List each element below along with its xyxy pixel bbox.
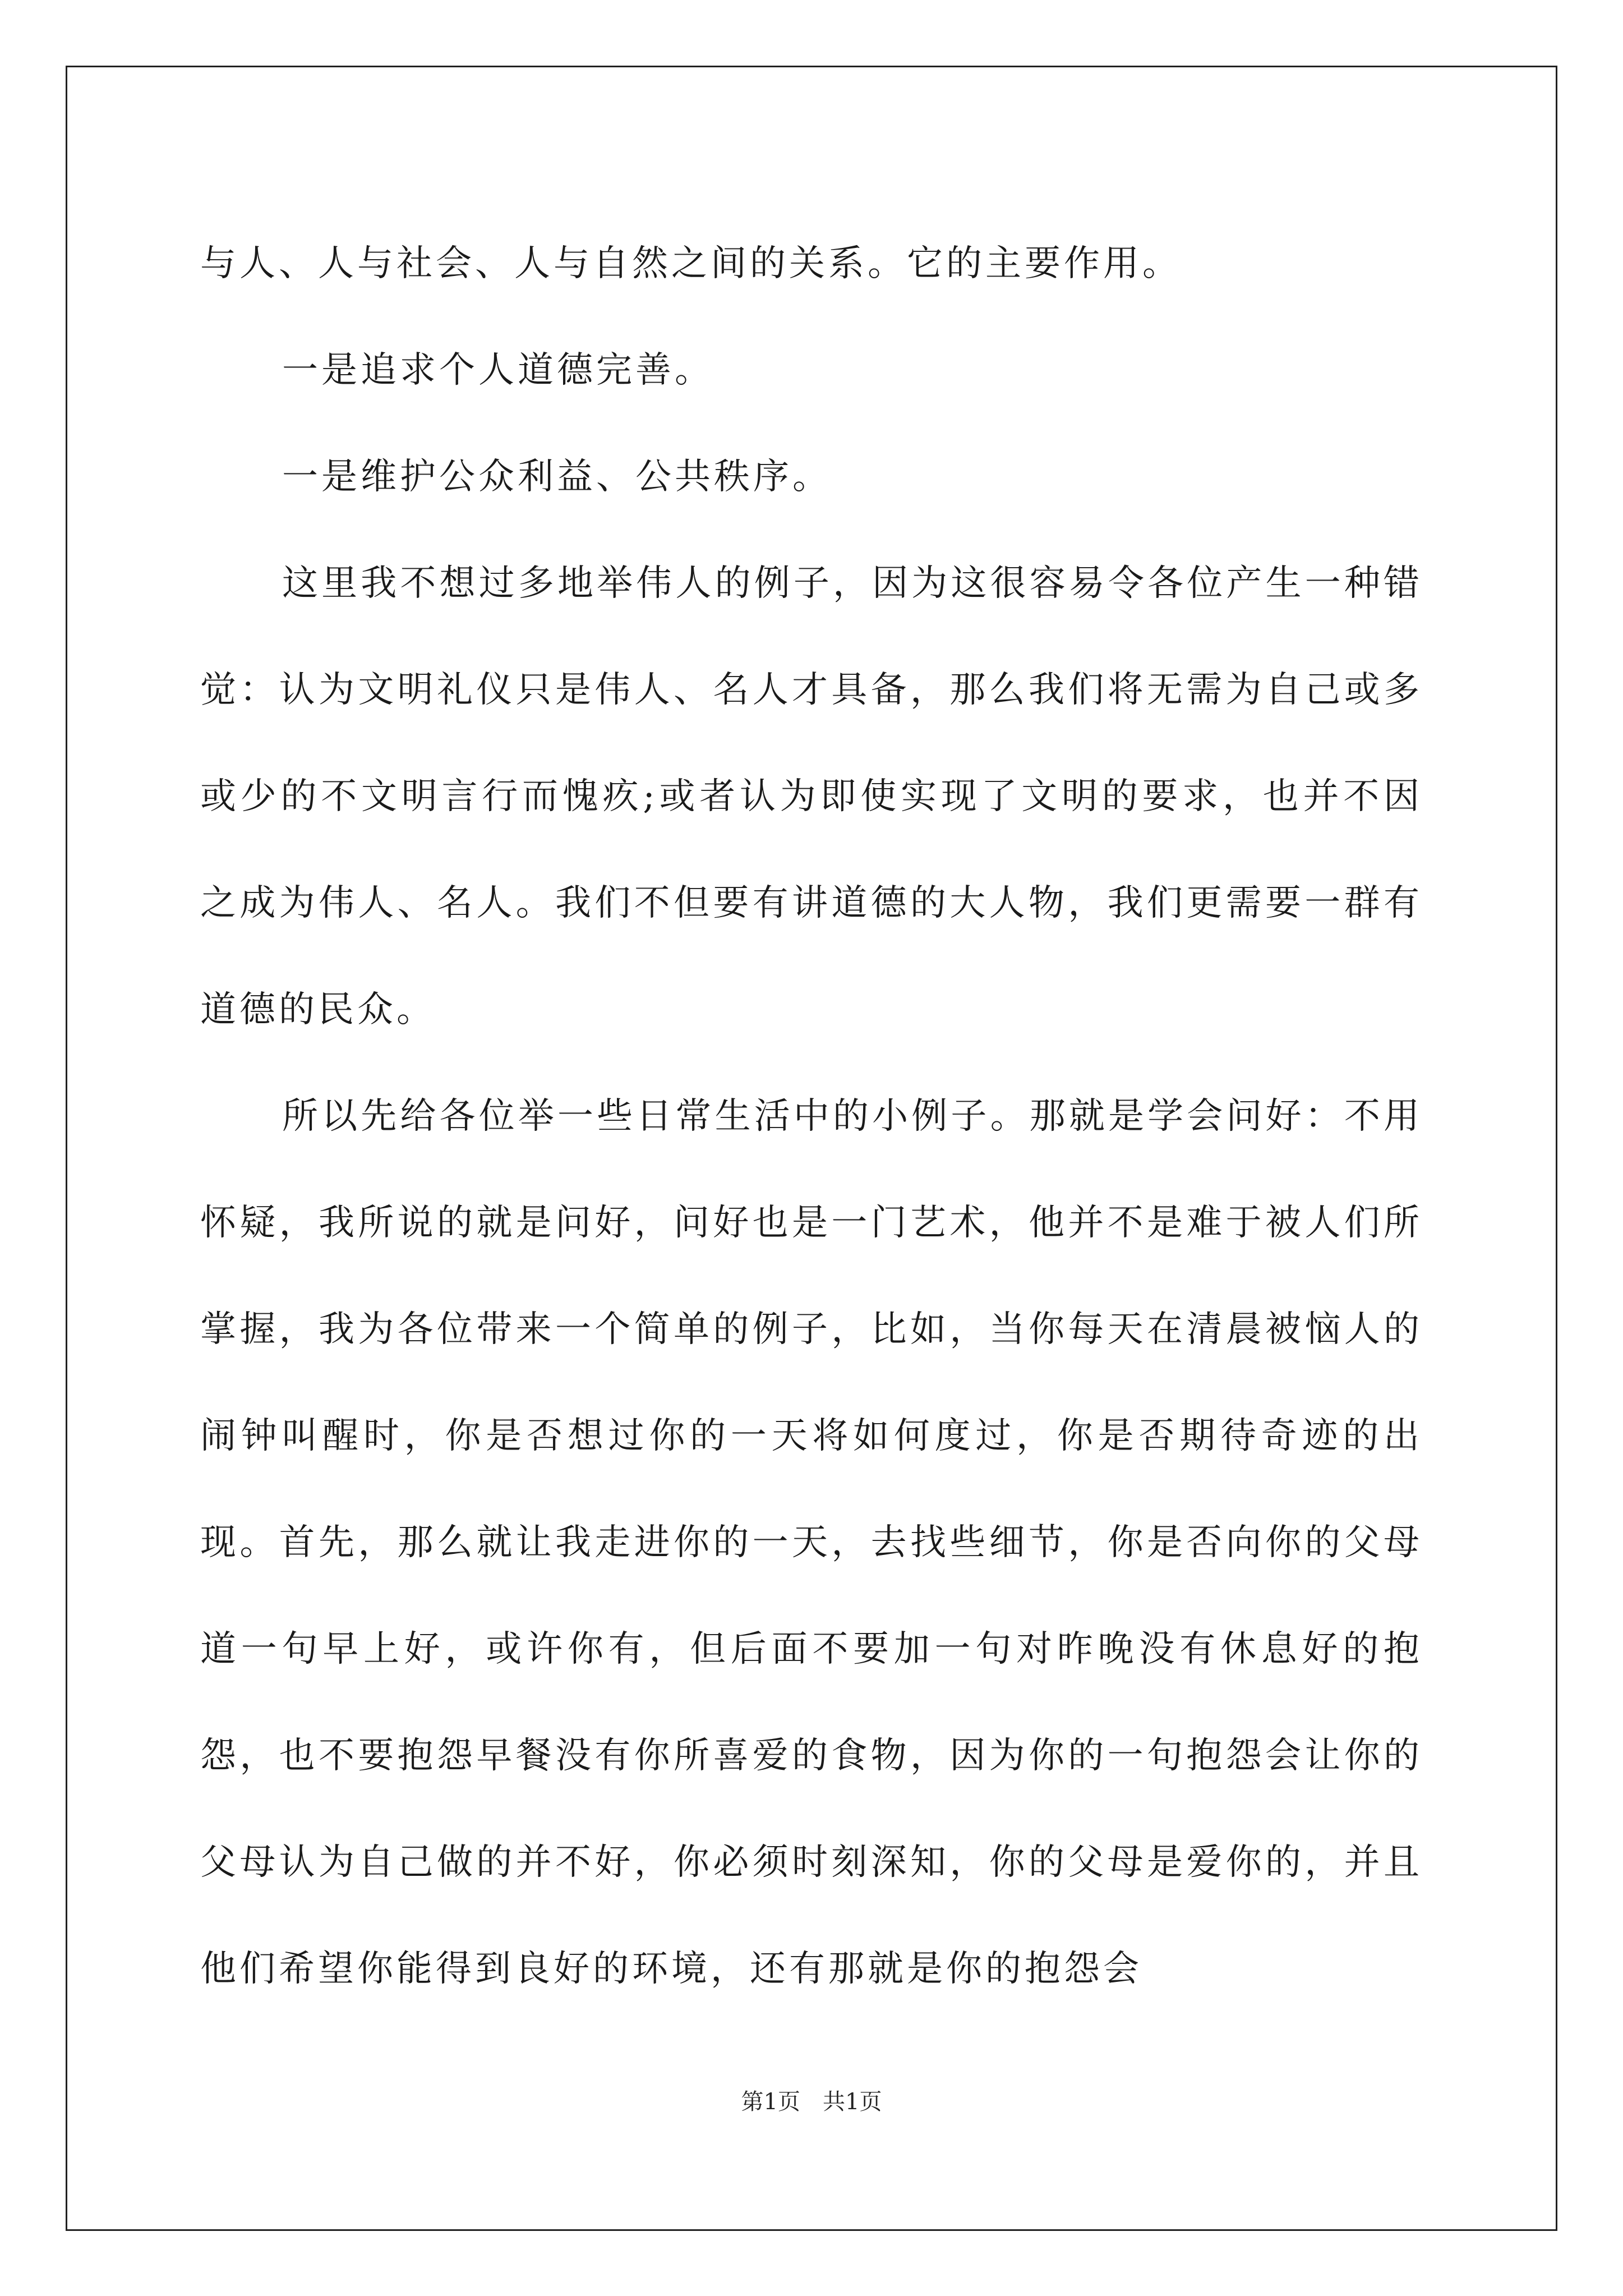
paragraph-2: 一是追求个人道德完善。: [282, 349, 714, 391]
page-number: 第1页: [741, 2089, 800, 2115]
paragraph-1: 与人、人与社会、人与自然之间的关系。它的主要作用。: [200, 243, 1182, 284]
paragraph-4: 这里我不想过多地举伟人的例子，因为这很容易令各位产生一种错觉：认为文明礼仪只是伟人、名人才具备，那么我们将无需为自己或多或少的不文明言行而愧疚;或者认为即使实现了文明的要求，也并不因之成为伟人、名人。我们不但要有讲道德的大人物，我们更需要一群有道德的民众。: [200, 563, 1423, 1030]
page-footer: [0, 2088, 1623, 2116]
document-body: [200, 210, 1423, 2022]
paragraph-3: 一是维护公众利益、公共秩序。: [282, 456, 832, 498]
paragraph-5: 所以先给各位举一些日常生活中的小例子。那就是学会问好：不用怀疑，我所说的就是问好，问好也是一门艺术，他并不是难于被人们所掌握，我为各位带来一个简单的例子，比如，当你每天在清晨被恼人的闹钟叫醒时，你是否想过你的一天将如何度过，你是否期待奇迹的出现。首先，那么就让我走进你的一天，去找些细节，你是否向你的父母道一句早上好，或许你有，但后面不要加一句对昨晚没有休息好的抱怨，也不要抱怨早餐没有你所喜爱的食物，因为你的一句抱怨会让你的父母认为自己做的并不好，你必须时刻深知，你的父母是爱你的，并且他们希望你能得到良好的环境，还有那就是你的抱怨会: [200, 1096, 1423, 1990]
page-total: 共1页: [823, 2089, 882, 2115]
